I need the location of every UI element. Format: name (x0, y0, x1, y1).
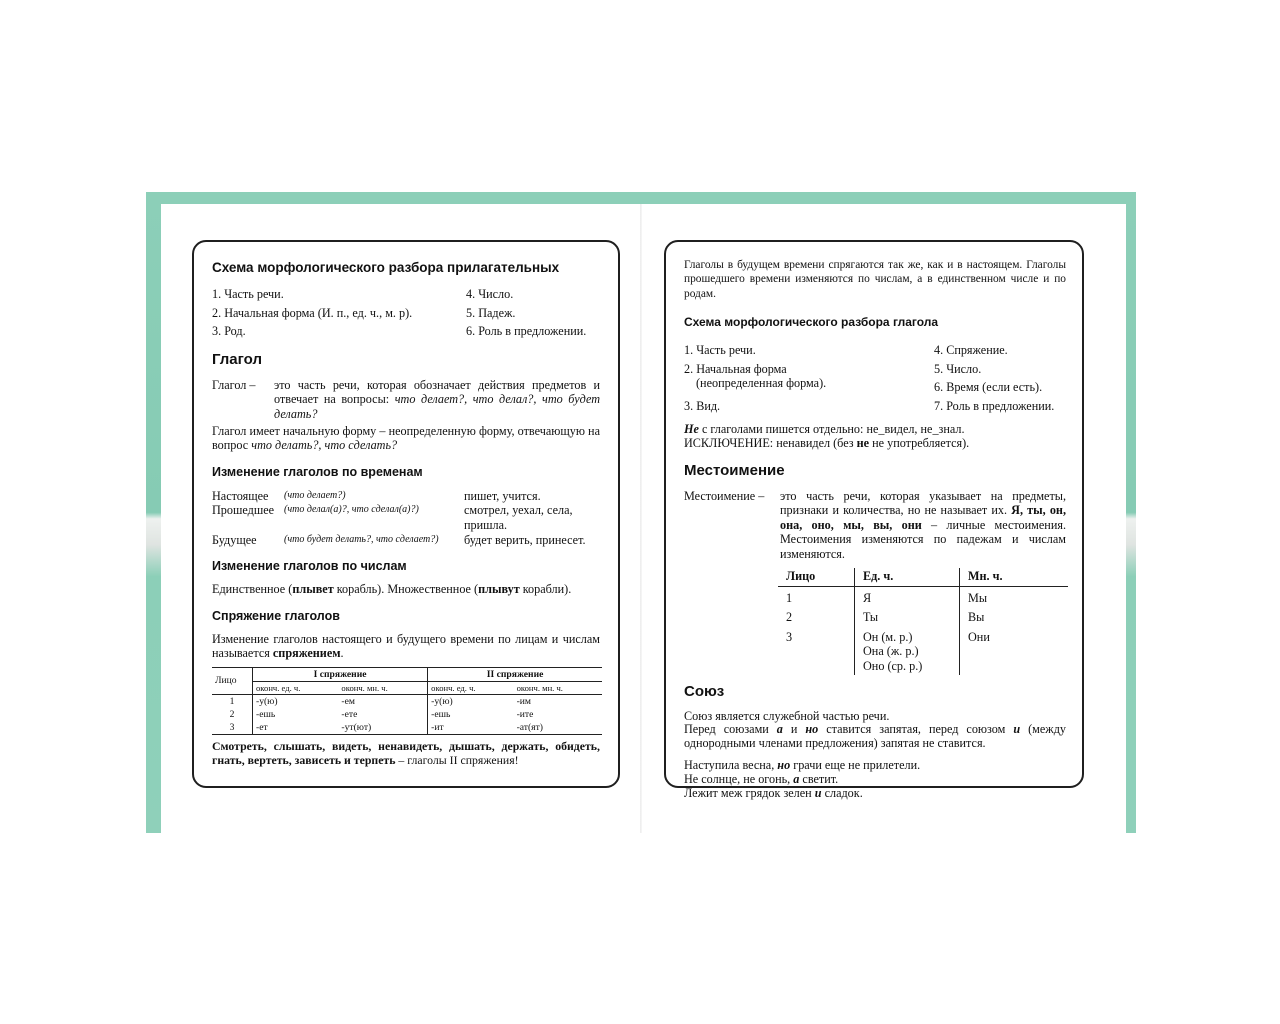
number-example (212, 582, 600, 597)
table-cell: 1 (229, 695, 235, 707)
conjunction-word: но (805, 722, 819, 737)
table-header: Лицо (778, 568, 855, 587)
conjugation-exceptions (212, 739, 600, 767)
verb-definition (212, 378, 600, 422)
list-item: 6. Роль в предложении. (466, 324, 587, 339)
table-cell (855, 626, 960, 675)
conjunction-title: Союз (684, 682, 725, 700)
verb-title: Глагол (212, 350, 262, 368)
list-item: 2. Начальная форма (684, 361, 787, 376)
example-text: Не солнце, не огонь, (684, 771, 794, 786)
table-header: Мн. ч. (960, 568, 1069, 587)
example-text: Лежит меж грядок зелен (684, 785, 815, 800)
table-header: Ед. ч. (855, 568, 960, 587)
list-item (212, 533, 600, 548)
number-text: корабли). (519, 582, 572, 597)
verb-definition-text: это часть речи, которая обозначает действия предметов и отвечает на вопросы: (274, 377, 600, 407)
table-header: I спряжение (253, 667, 428, 681)
pronoun-change-text: Местоимения изменяются по падежам и числам изменяются. (780, 532, 1066, 561)
table-cell: -ешь (253, 708, 339, 721)
list-item (212, 503, 600, 532)
table-row (212, 708, 602, 721)
table-header: Лицо (212, 667, 253, 694)
list-item: 7. Роль в предложении. (934, 399, 1055, 413)
exceptions-text: – глаголы II спряжения! (395, 752, 519, 767)
conjugation-title: Спряжение глаголов (212, 608, 340, 623)
conjugation-term: спряжением (272, 646, 341, 661)
exception-label: ИСКЛЮЧЕНИЕ: (684, 435, 774, 450)
pronoun-table (778, 568, 1068, 675)
table-cell: 3 (786, 629, 793, 644)
table-cell: -ут(ют) (338, 721, 427, 735)
verb-scheme-title: Схема морфологического разбора глагола (684, 315, 939, 330)
infinitive-questions: что делать?, что сделать? (251, 438, 398, 453)
list-item: 5. Падеж. (466, 305, 516, 320)
exception-text: не употребляется). (869, 435, 970, 450)
example-word: и (814, 785, 822, 800)
left-page-panel (192, 240, 620, 788)
right-page-panel (664, 240, 1084, 800)
table-subheader: оконч. мн. ч. (514, 681, 602, 694)
table-cell: -у(ю) (428, 694, 514, 708)
example-text: сладок. (821, 785, 863, 800)
tense-example: смотрел, уехал, села, пришла. (464, 503, 573, 532)
number-bold: плывут (478, 582, 520, 597)
list-item: 3. Вид. (684, 399, 721, 413)
list-item: 2. Начальная форма (И. п., ед. ч., м. р). (212, 305, 413, 320)
table-cell: -ете (341, 708, 358, 720)
conjunction-text: ставится запятая, перед союзом (818, 722, 1014, 737)
table-cell: 2 (786, 610, 793, 625)
tense-example: пишет, учится. (464, 488, 541, 503)
table-row (212, 721, 602, 735)
example-word: а (793, 771, 800, 786)
number-text: корабль). Множественное ( (333, 582, 479, 597)
conjunction-examples (684, 759, 1066, 800)
table-cell: 3 (212, 721, 253, 735)
conjugation-definition (212, 632, 600, 661)
list-item: 3. Род. (212, 324, 246, 339)
table-cell: 2 (229, 708, 235, 720)
list-item: 4. Спряжение. (934, 343, 1008, 358)
conjugation-text: Изменение глаголов настоящего и будущего времени по лицам и числам называется (212, 631, 600, 661)
list-item: 6. Время (если есть). (934, 380, 1043, 395)
table-cell: -ет (253, 721, 339, 735)
example-text: светит. (799, 771, 839, 786)
conjugation-dot: . (340, 646, 344, 661)
table-cell: -у(ю) (253, 694, 339, 708)
conjunction-text: и (782, 722, 806, 737)
tense-name: Прошедшее (212, 503, 275, 518)
pronoun-term: Местоимение – (684, 488, 765, 503)
number-title: Изменение глаголов по числам (212, 559, 407, 574)
conjugation-table (212, 667, 602, 735)
verb-questions: что делает?, что делал?, что будет делать? (274, 392, 600, 421)
list-item: (неопределенная форма). (696, 376, 827, 391)
adjective-scheme-list (212, 287, 600, 339)
conjunction-word: а (776, 722, 783, 737)
list-item: 1. Часть речи. (684, 343, 756, 358)
conjunction-rules (684, 710, 1066, 751)
conjunction-definition: Союз является служебной частью речи. (684, 708, 890, 723)
conjunction-text: Перед союзами (684, 722, 777, 737)
table-cell: Мы (960, 586, 1069, 606)
verb-infinitive (212, 424, 600, 453)
verb-scheme-list (684, 343, 1066, 413)
pronoun-definition-text: это часть речи, которая указывает на предметы, признаки и количества, но не называет их. (780, 488, 1066, 518)
conjunction-word: и (1013, 722, 1021, 737)
table-row (778, 606, 1068, 626)
table-cell: -ит (428, 721, 514, 735)
ne-bold: Не (684, 421, 699, 436)
table-subheader: оконч. мн. ч. (338, 681, 427, 694)
table-cell: -ешь (428, 708, 514, 721)
pronoun-title: Местоимение (684, 461, 785, 479)
table-subheader: оконч. ед. ч. (428, 681, 514, 694)
table-cell: Я (855, 586, 960, 606)
list-item: 4. Число. (466, 287, 514, 301)
tense-name: Настоящее (212, 488, 269, 503)
table-row (212, 694, 602, 708)
example-text: Наступила весна, (684, 757, 778, 772)
exception-text: ненавидел (без (773, 435, 857, 450)
tense-question: (что делал(а)?, что сделал(а)?) (284, 504, 419, 516)
ne-rule (684, 422, 1066, 450)
pronoun-form: Он (м. р.) (863, 629, 913, 644)
number-bold: плывет (292, 582, 334, 597)
adjective-scheme-title: Схема морфологического разбора прилагательных (212, 260, 560, 275)
pronoun-list-text: – личные местоимения. (921, 517, 1066, 532)
table-cell: -ем (341, 695, 355, 707)
table-cell: 1 (786, 590, 793, 605)
number-text: Единственное ( (212, 582, 293, 597)
pronoun-form: Она (ж. р.) (863, 644, 919, 659)
table-cell: Они (960, 626, 1069, 675)
tense-title: Изменение глаголов по временам (212, 464, 423, 479)
table-subheader: оконч. ед. ч. (253, 681, 339, 694)
pronoun-definition (684, 489, 1066, 562)
example-word: но (777, 757, 791, 772)
tense-question: (что делает?) (284, 489, 346, 501)
tense-example: будет верить, принесет. (464, 532, 586, 547)
tense-question: (что будет делать?, что сделает?) (284, 533, 439, 545)
table-cell: Вы (960, 606, 1069, 626)
table-cell: -им (516, 695, 531, 707)
conjunction-text: (между однородными членами предложения) запятая не ставится. (684, 722, 1066, 751)
table-header: II спряжение (428, 667, 602, 681)
ne-text: с глаголами пишется отдельно: не_видел, не_знал. (698, 421, 965, 436)
tense-name: Будущее (212, 532, 257, 547)
list-item: 5. Число. (934, 361, 982, 376)
list-item (212, 489, 600, 504)
verb-term: Глагол – (212, 377, 256, 392)
example-text: грачи еще не прилетели. (790, 757, 921, 772)
table-cell: -ите (516, 708, 534, 720)
table-row (778, 626, 1068, 675)
table-cell: Ты (855, 606, 960, 626)
exception-bold: не (856, 435, 870, 450)
tense-list (212, 489, 600, 547)
table-cell: -ат(ят) (514, 721, 602, 735)
pronoun-form: Оно (ср. р.) (863, 658, 923, 673)
book-spine (640, 204, 642, 833)
table-row (778, 586, 1068, 606)
pronoun-list: Я, ты, он, она, оно, мы, вы, они (780, 503, 1067, 532)
infinitive-text: Глагол имеет начальную форму – неопределенную форму, отвечающую на вопрос (212, 423, 600, 453)
exceptions-bold: Смотреть, слышать, видеть, ненавидеть, дышать, держать, обидеть, гнать, вертеть, зависеть и терпеть (212, 738, 600, 767)
future-tense-note: Глаголы в будущем времени спрягаются так же, как и в настоящем. Глаголы прошедшего времени изменяются по числам, а в единственном числе и по родам. (684, 259, 1066, 300)
list-item: 1. Часть речи. (212, 287, 284, 301)
